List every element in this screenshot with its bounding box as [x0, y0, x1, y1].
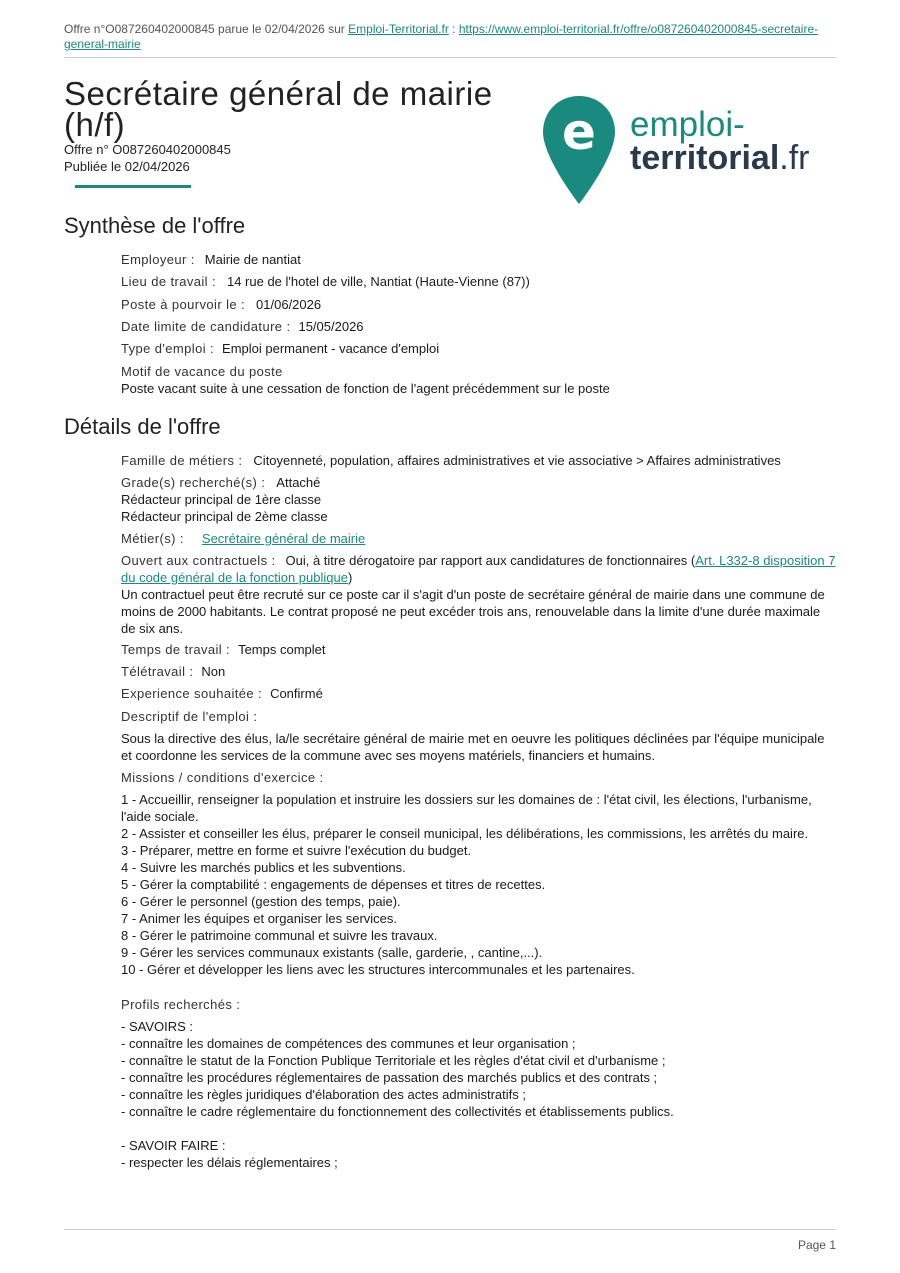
- offer-url-link[interactable]: https://www.emploi-territorial.fr/offre/o087260402000845-secretaire-general-mairie: [64, 22, 819, 51]
- metier-label: Métier(s) :: [121, 531, 184, 546]
- profils-label-row: [121, 996, 836, 1013]
- employeur-label: Employeur :: [121, 252, 195, 267]
- offer-number: Offre n° O087260402000845: [64, 142, 231, 157]
- teletravail-row: [121, 663, 836, 680]
- lieu-label: Lieu de travail :: [121, 274, 216, 289]
- type-emploi-row: [121, 340, 836, 357]
- offer-source-line: [64, 22, 836, 52]
- temps-label: Temps de travail :: [121, 642, 231, 657]
- grade-value-2: Rédacteur principal de 1ère classe: [121, 492, 322, 507]
- temps-value: Temps complet: [238, 642, 326, 657]
- type-emploi-label: Type d'emploi :: [121, 341, 215, 356]
- date-limite-value: 15/05/2026: [298, 319, 364, 334]
- teletravail-label: Télétravail :: [121, 664, 194, 679]
- famille-row: [121, 452, 836, 469]
- famille-value: Citoyenneté, population, affaires administratives et vie associative > Affaires administratives: [253, 453, 781, 468]
- experience-row: [121, 685, 836, 702]
- contractuels-label: Ouvert aux contractuels :: [121, 553, 276, 568]
- temps-row: [121, 641, 836, 658]
- source-separator: :: [448, 22, 459, 36]
- contractuels-close: ): [347, 570, 353, 585]
- header-divider: [64, 57, 836, 58]
- logo-word-emploi: emploi-: [630, 105, 745, 144]
- poste-row: [121, 296, 836, 313]
- poste-value: 01/06/2026: [256, 297, 322, 312]
- logo-letter: e: [562, 103, 596, 161]
- grade-value-1: Attaché: [276, 475, 321, 490]
- page-number: Page 1: [797, 1238, 836, 1252]
- missions-label-row: [121, 769, 836, 786]
- logo-fr-text: .fr: [779, 139, 810, 177]
- teletravail-value: Non: [201, 664, 226, 679]
- footer-divider: [64, 1229, 836, 1230]
- poste-label: Poste à pourvoir le :: [121, 297, 246, 312]
- metier-row: [121, 530, 836, 547]
- grade-label: Grade(s) recherché(s) :: [121, 475, 266, 490]
- date-limite-row: [121, 318, 836, 335]
- contractuels-value: Oui, à titre dérogatoire par rapport aux candidatures de fonctionnaires (: [285, 553, 696, 568]
- experience-value: Confirmé: [270, 686, 323, 701]
- profils-label: Profils recherchés :: [121, 997, 241, 1012]
- publication-date: Publiée le 02/04/2026: [64, 159, 190, 174]
- missions-text: 1 - Accueillir, renseigner la population et instruire les dossiers sur les domaines de : l'état civil, les élections, l'urbanisme, l'aide sociale. 2 - Assister et conseiller les élus, préparer le conseil municipal, les délibérations, les commissions, les arrêtés du maire. 3 - Préparer, mettre en forme et suivre l'exécution du budget. 4 - Suivre les marchés publics et les subventions. 5 - Gérer la comptabilité : engagements de dépenses et titres de recettes. 6 - Gérer le personnel (gestion des temps, paie). 7 - Animer les équipes et organiser les services. 8 - Gérer le patrimoine communal et suivre les travaux. 9 - Gérer les services communaux existants (salle, garderie, , cantine,...). 10 - Gérer et développer les liens avec les structures intercommunales et les partenaires.: [121, 792, 812, 977]
- descriptif-text: Sous la directive des élus, la/le secrétaire général de mairie met en oeuvre les politiques déclinées par l'équipe municipale et coordonne les services de la commune avec ses moyens matériels, financiers et humains.: [121, 731, 825, 763]
- article-link[interactable]: Art. L332-8 disposition 7 du code général de la fonction publique: [121, 553, 836, 585]
- motif-row: [121, 363, 836, 397]
- logo-territorial-text: territorial: [630, 139, 780, 177]
- motif-label: Motif de vacance du poste: [121, 364, 283, 379]
- metier-link[interactable]: Secrétaire général de mairie: [201, 531, 366, 546]
- grade-row: [121, 474, 836, 525]
- type-emploi-value: Emploi permanent - vacance d'emploi: [222, 341, 440, 356]
- site-link[interactable]: Emploi-Territorial.fr: [348, 22, 449, 36]
- employeur-row: [121, 251, 836, 268]
- descriptif-label: Descriptif de l'emploi :: [121, 709, 258, 724]
- lieu-value: 14 rue de l'hotel de ville, Nantiat (Haute-Vienne (87)): [226, 274, 530, 289]
- experience-label: Experience souhaitée :: [121, 686, 263, 701]
- date-limite-label: Date limite de candidature :: [121, 319, 291, 334]
- profils-text: - SAVOIRS : - connaître les domaines de compétences des communes et leur organisation ; - connaître le statut de la Fonction Publique Territoriale et les règles d'état civil et d'urbanisme ; - connaître les procédures réglementaires de passation des marchés publics et des contrats ; - connaître les règles juridiques d'élaboration des actes administratifs ; - connaître le cadre réglementaire du fonctionnement des collectivités et établissements publics. - SAVOIR FAIRE : - respecter les délais réglementaires ;: [121, 1019, 674, 1170]
- source-prefix: Offre n°O087260402000845 parue le 02/04/2026 sur: [64, 22, 349, 36]
- lieu-row: [121, 273, 836, 290]
- grade-value-3: Rédacteur principal de 2ème classe: [121, 509, 328, 524]
- missions-label: Missions / conditions d'exercice :: [121, 770, 324, 785]
- descriptif-label-row: [121, 708, 836, 725]
- logo-word-territorial: [630, 139, 809, 177]
- details-heading: Détails de l'offre: [64, 414, 221, 439]
- page-title: Secrétaire général de mairie (h/f): [64, 75, 493, 143]
- emploi-territorial-logo: [540, 92, 830, 208]
- famille-label: Famille de métiers :: [121, 453, 243, 468]
- title-accent-bar: [75, 185, 191, 188]
- motif-value: Poste vacant suite à une cessation de fonction de l'agent précédemment sur le poste: [121, 381, 610, 396]
- contractuels-detail: Un contractuel peut être recruté sur ce poste car il s'agit d'un poste de secrétaire général de mairie dans une commune de moins de 2000 habitants. Le contrat proposé ne peut excéder trois ans, renouvelable dans la limite d'une durée maximale de six ans.: [121, 587, 825, 636]
- employeur-value: Mairie de nantiat: [204, 252, 301, 267]
- contractuels-row: [121, 552, 836, 637]
- synthese-heading: Synthèse de l'offre: [64, 213, 246, 238]
